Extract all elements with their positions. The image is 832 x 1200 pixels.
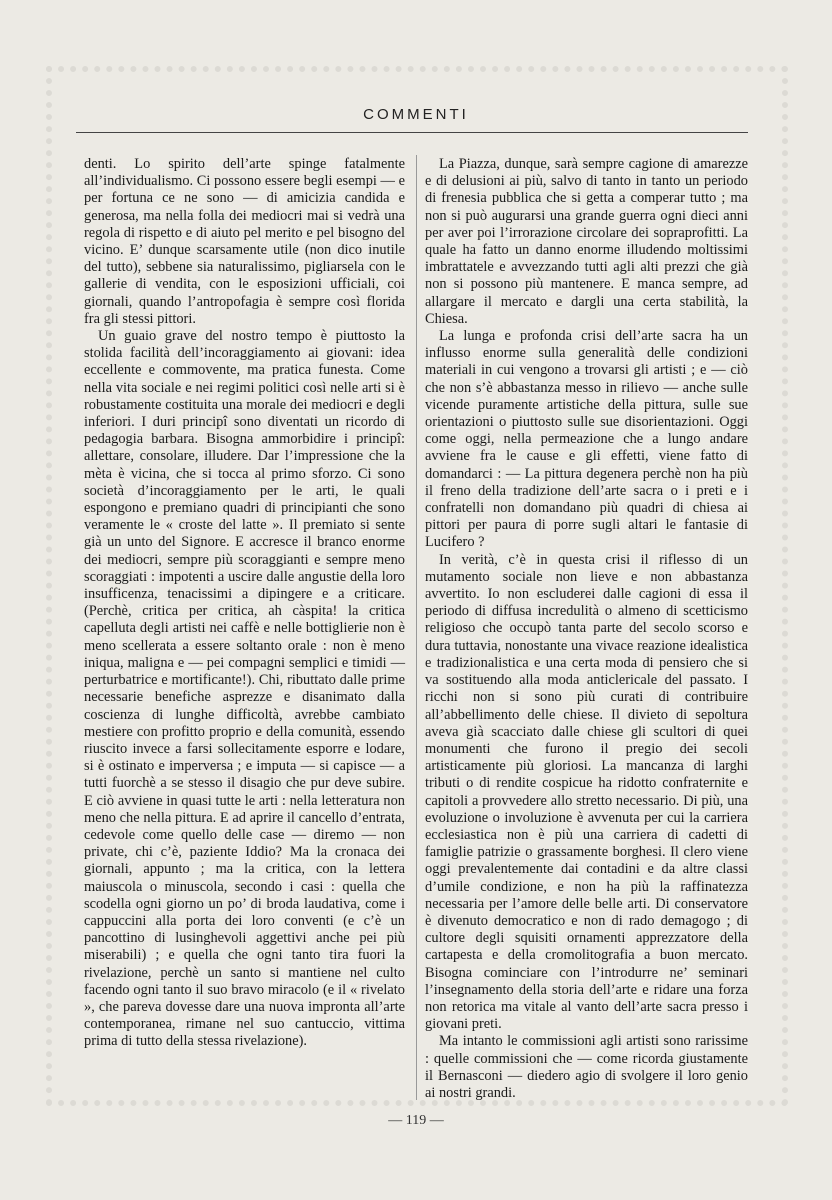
column-divider xyxy=(416,155,417,1100)
paragraph: La lunga e profonda crisi dell’arte sacra ha un influsso enorme sulla generalità delle condizioni materiali in cui vengono a trovarsi gli artisti ; e — ciò che non s’è abbastanza messo in rilievo — anche sulle vicende puramente artistiche della pittura, sulle sue orientazioni o piuttosto sulle sue disorientazioni. Oggi come oggi, nella permeazione che a lungo andare avviene fra le cause e gli effetti, viene fatto di domandarci : — La pittura degenera perchè non ha più il freno della tradizione dell’arte sacra o i preti e i confratelli non domandano più quadri di chiesa ai pittori per paura di porre sugli altari le fantasie di Lucifero ? xyxy=(425,328,748,551)
right-column xyxy=(425,156,748,1102)
header-rule xyxy=(76,132,748,133)
paragraph: Ma intanto le commissioni agli artisti sono rarissime : quelle commissioni che — come ricorda giustamente il Bernasconi — diedero agio di svolgere il loro genio ai nostri grandi. xyxy=(425,1033,748,1101)
paragraph: In verità, c’è in questa crisi il riflesso di un mutamento sociale non lieve e non abbastanza avvertito. Io non escluderei dalle cagioni di essa il periodo di diffusa incredulità o almeno di scetticismo religioso che occupò tanta parte del secolo scorso e dura tuttavia, nonostante una vivace reazione idealistica e tradizionalistica e una certa moda di pensiero che si va sostituendo alla moda anticlericale del passato. I ricchi non si sono più curati di contribuire all’abbellimento delle chiese. Il divieto di sepoltura aveva già scacciato dalle chiese gli scultori di quei monumenti che furono il pregio dei secoli artisticamente più gloriosi. La mancanza di larghi tributi o di rendite cospicue ha ridotto confraternite e capitoli a provvedere allo stretto necessario. Di più, una evoluzione o involuzione è avvenuta per cui la carriera ecclesiastica non è più una carriera di cadetti di famiglie patrizie o grassamente borghesi. Il clero viene oggi prevalentemente dai contadini e da altre classi d’umile condizione, e non ha più la raffinatezza necessaria per l’amore delle belle arti. Di conservatore è divenuto democratico e non di rado demagogo ; di cultore degli squisiti ornamenti apprezzatore della cartapesta e della cromolitografia a buon mercato. Bisogna cominciare con l’introdurre ne’ seminari l’insegnamento della storia dell’arte e ridare una forza non retorica ma vitale al vanto dell’arte sacra presso i giovani preti. xyxy=(425,551,748,1033)
paragraph: La Piazza, dunque, sarà sempre cagione di amarezze e di delusioni ai più, salvo di tanto in tanto un periodo di frenesia pubblica che si getta a comperar tutto ; ma non si può augurarsi una grande guerra ogni dieci anni per aver poi l’irrorazione circolare dei sopraprofitti. La quale ha fatto un danno enorme illudendo moltissimi imbrattatele e avvezzando tutti agli alti prezzi che già non si possono più mantenere. E manca sempre, ad allargare il mercato e dargli una certa stabilità, la Chiesa. xyxy=(425,156,748,327)
running-header: COMMENTI xyxy=(363,106,469,123)
page-number: — 119 — xyxy=(388,1113,444,1128)
paragraph: denti. Lo spirito dell’arte spinge fatalmente all’individualismo. Ci possono essere begli esempi — e per fortuna ce ne sono — di amicizia candida e generosa, ma nella folla dei mediocri mai si vedrà una regola di rispetto e di aiuto pel merito e pel bisogno del vicino. E’ dunque scarsamente utile (non dico inutile del tutto), sebbene sia naturalissimo, pigliarsela con le gallerie di vendita, con le esposizioni ufficiali, coi giornali, quando l’antropofagia è sempre così florida fra gli stessi pittori. xyxy=(84,156,405,327)
left-column xyxy=(84,156,405,1051)
paragraph: Un guaio grave del nostro tempo è piuttosto la stolida facilità dell’incoraggiamento ai giovani: idea eccellente e commovente, ma pratica funesta. Come nella vita sociale e nei regimi politici così nelle arti si è robustamente costituita una morale dei mediocri e degli inferiori. I duri principî sono diventati un ricordo di pedagogia barbara. Bisogna ammorbidire i principî: allettare, consolare, illudere. Dar l’impressione che la mèta è vicina, che si tocca al primo sforzo. Ci sono società d’incoraggiamento per le arti, le quali espongono e premiano quadri di principianti che sono veramente le « croste del latte ». Il premiato si sente già un unto del Signore. E accresce il branco enorme dei mediocri, sempre più scoraggianti e sempre meno scoraggiati : impotenti a uscire dalle angustie della loro insufficenza, tenacissimi a dipingere e a criticare. (Perchè, critica per critica, ah càspita! la critica capelluta degli artisti nei caffè e nelle bottiglierie non è meno scellerata a essere soltanto orale : non è meno iniqua, maligna e — pei compagni semplici e timidi — perturbatrice e mortificante!). Chi, ributtato dalle prime necessarie benefiche asprezze e disanimato dalla coscienza di lunghe difficoltà, avrebbe cambiato mestiere con profitto proprio e della comunità, essendo riuscito invece a farsi sollecitamente esporre e lodare, si è ostinato e imperversa ; e imputa — si capisce — a tutti fuorchè a se stesso il disagio che pur deve subire. E ciò avviene in quasi tutte le arti : nella letteratura non meno che nella pittura. E ad aprire il cancello d’entrata, cedevole come quello delle case — diremo — non private, chi c’è, paziente Iddio? Ma la cronaca dei giornali, appunto ; ma la critica, con la lettera maiuscola o minuscola, secondo i casi : quella che scodella ogni giorno un po’ di broda laudativa, come i cappuccini alla porta dei loro conventi (e c’è un pancottino di lusinghevoli aggettivi anche pei più miserabili) ; e quella che ogni tanto tira fuori la rivelazione, perchè un santo si mantiene nel culto facendo ogni tanto il suo bravo miracolo (e il « rivelato », che pareva dovesse dare una nuova impronta all’arte contemporanea, rimane nel suo cantuccio, vittima prima di tutto della stessa rivelazione). xyxy=(84,328,405,1050)
